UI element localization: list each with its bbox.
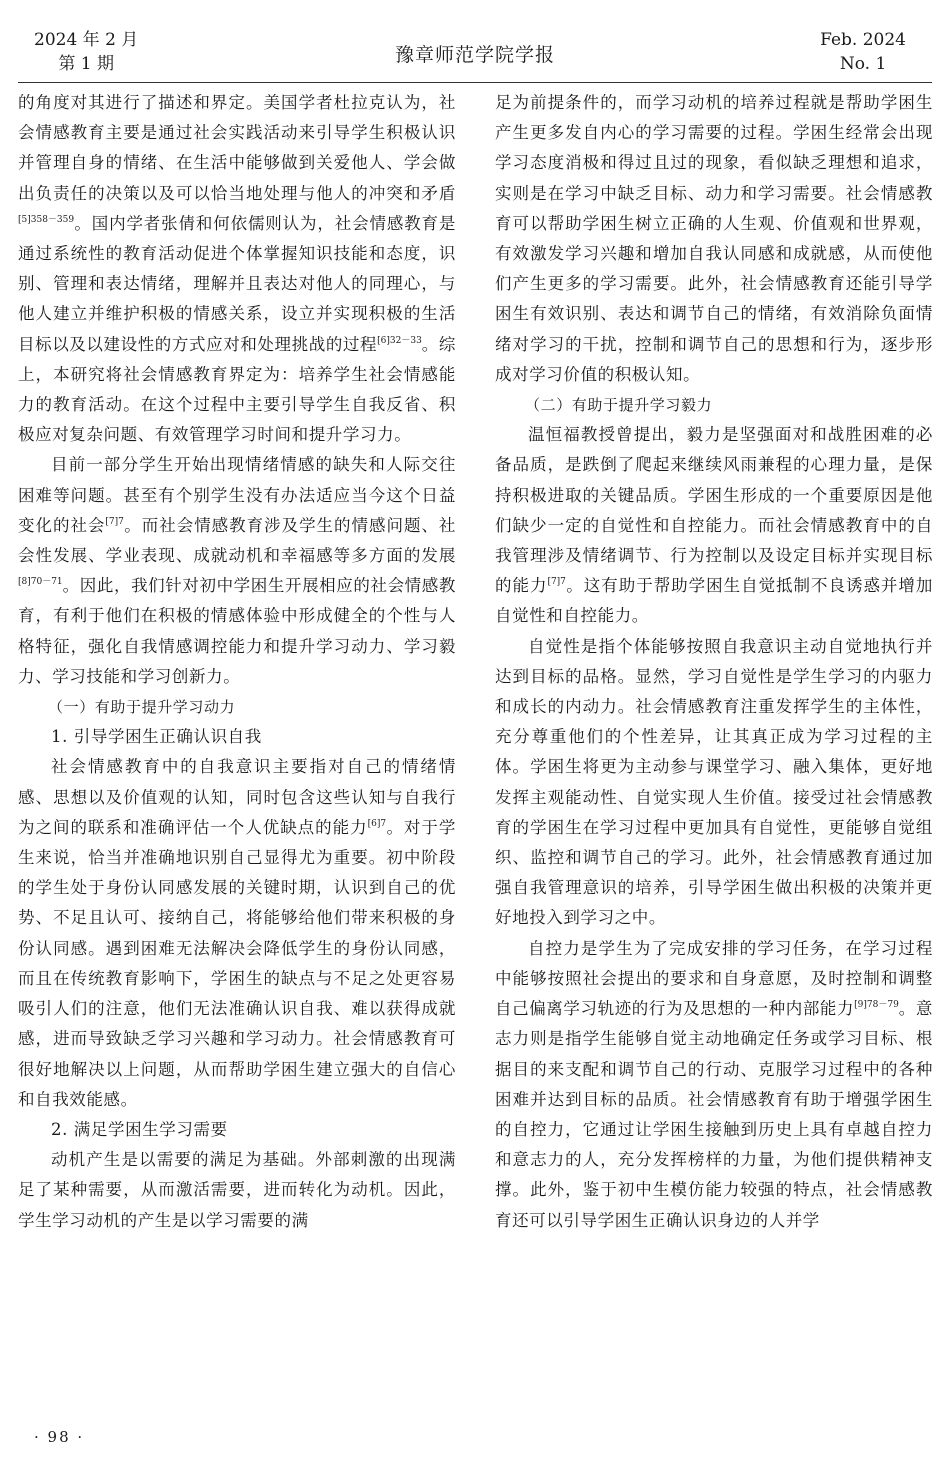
citation: [7]7 xyxy=(547,577,566,588)
issue-number-en: No. 1 xyxy=(839,54,887,74)
journal-title: 豫章师范学院学报 xyxy=(394,44,555,66)
citation: [6]7 xyxy=(367,818,387,829)
paragraph: 自控力是学生为了完成安排的学习任务，在学习过程中能够按照社会提出的要求和自身意愿，及时控制和调整自己偏离学习轨迹的行为及思想的一种内部能力$^{[9]78-79}$。意志力则是指学生能够自觉主动地确定任务或学习目标、根据目的来支配和调节自己的行动、克服学习过程中的各种困难并达到目标的品质。社会情感教育有助于增强学困生的自控力，它通过让学困生接触到历史上具有卓越自控力和意志力的人，充分发挥榜样的力量，为他们提供精神支撑。此外，鉴于初中生模仿能力较强的特点，社会情感教育还可以引导学困生正确认识身边的人并学 xyxy=(495,938,933,1230)
citation: [6]32－33 xyxy=(377,335,422,346)
citation: [7]7 xyxy=(105,516,124,527)
header-rule xyxy=(18,82,932,83)
paragraph: 动机产生是以需要的满足为基础。外部刺激的出现满足了某种需要，从而激活需要，进而转化为动机。因此，学生学习动机的产生是以学习需要的满 xyxy=(18,1150,456,1230)
paragraph: 目前一部分学生开始出现情绪情感的缺失和人际交往困难等问题。甚至有个别学生没有办法适应当今这个日益变化的社会$^{[7]7}$。而社会情感教育涉及学生的情感问题、社会性发展、学业表现、成就动机和幸福感等多方面的发展$^{[8]70-71}$。因此，我们针对初中学困生开展相应的社会情感教育，有利于他们在积极的情感体验中形成健全的个性与人格特征，强化自我情感调控能力和提升学习动力、学习毅力、学习技能和学习创新力。 xyxy=(18,455,457,686)
left-column xyxy=(18,88,456,1236)
citation: [9]78－79 xyxy=(854,1000,899,1011)
paragraph: 社会情感教育中的自我意识主要指对自己的情绪情感、思想以及价值观的认知，同时包含这些认知与自我行为之间的联系和准确评估一个人优缺点的能力$^{[6]7}$。对于学生来说，恰当并准确地识别自己显得尤为重要。初中阶段的学生处于身份认同感发展的关键时期，认识到自己的优势、不足且认可、接纳自己，将能够给他们带来积极的身份认同感。遇到困难无法解决会降低学生的身份认同感，而且在传统教育影响下，学困生的缺点与不足之处更容易吸引人们的注意，他们无法准确认识自我、难以获得成就感，进而导致缺乏学习兴趣和学习动力。社会情感教育可很好地解决以上问题，从而帮助学困生建立强大的自信心和自我效能感。 xyxy=(18,757,456,1109)
page-number: · 98 · xyxy=(34,1428,85,1446)
subsection-heading: 2. 满足学困生学习需要 xyxy=(51,1119,228,1139)
paragraph: 自觉性是指个体能够按照自我意识主动自觉地执行并达到目标的品格。显然，学习自觉性是学生学习的内驱力和成长的内动力。社会情感教育注重发挥学生的主体性，充分尊重他们的个性差异，让其真正成为学习过程的主体。学困生将更为主动参与课堂学习、融入集体，更好地发挥主观能动性、自觉实现人生价值。接受过社会情感教育的学困生在学习过程中更加具有自觉性，更能够自觉组织、监控和调节自己的学习。此外，社会情感教育通过加强自我管理意识的培养，引导学困生做出积极的决策并更好地投入到学习之中。 xyxy=(495,636,933,928)
right-column xyxy=(495,88,933,1236)
issue-number: 第 1 期 xyxy=(58,54,114,74)
issue-date-en-block xyxy=(820,28,906,76)
paragraph: 足为前提条件的，而学习动机的培养过程就是帮助学困生产生更多发自内心的学习需要的过程。学困生经常会出现学习态度消极和得过且过的现象，看似缺乏理想和追求，实则是在学习中缺乏目标、动力和学习需要。社会情感教育可以帮助学困生树立正确的人生观、价值观和世界观，有效激发学习兴趣和增加自我认同感和成就感，从而使他们产生更多的学习需要。此外，社会情感教育还能引导学困生有效识别、表达和调节自己的情绪，有效消除负面情绪对学习的干扰，控制和调节自己的思想和行为，逐步形成对学习价值的积极认知。 xyxy=(495,93,933,384)
issue-date-en: Feb. 2024 xyxy=(820,30,906,50)
section-heading: （二）有助于提升学习毅力 xyxy=(525,396,713,415)
subsection-heading: 1. 引导学困生正确认识自我 xyxy=(51,727,262,747)
page-header xyxy=(0,0,950,84)
citation: [5]358－359 xyxy=(18,214,75,225)
issue-date: 2024 年 2 月 xyxy=(34,30,139,50)
paragraph: 温恒福教授曾提出，毅力是坚强面对和战胜困难的必备品质，是跌倒了爬起来继续风雨兼程的心理力量，是保持积极进取的关键品质。学困生形成的一个重要原因是他们缺少一定的自觉性和自控能力。而社会情感教育中的自我管理涉及情绪调节、行为控制以及设定目标并实现目标的能力$^{[7]7}$。这有助于帮助学困生自觉抵制不良诱惑并增加自觉性和自控能力。 xyxy=(495,425,933,626)
section-heading: （一）有助于提升学习动力 xyxy=(48,698,236,717)
citation: [8]70－71 xyxy=(18,577,63,588)
paragraph: 的角度对其进行了描述和界定。美国学者杜拉克认为，社会情感教育主要是通过社会实践活动来引导学生积极认识并管理自身的情绪、在生活中能够做到关爱他人、学会做出负责任的决策以及可以恰当地处理与他人的冲突和矛盾$^{[5]358-359}$。国内学者张倩和何依儒则认为，社会情感教育是通过系统性的教育活动促进个体掌握知识技能和态度，识别、管理和表达情绪，理解并且表达对他人的同理心，与他人建立并维护积极的情感关系，设立并实现积极的生活目标以及以建设性的方式应对和处理挑战的过程$^{[6]32-33}$。综上，本研究将社会情感教育界定为：培养学生社会情感能力的教育活动。在这个过程中主要引导学生自我反省、积极应对复杂问题、有效管理学习时间和提升学习力。 xyxy=(18,93,456,445)
